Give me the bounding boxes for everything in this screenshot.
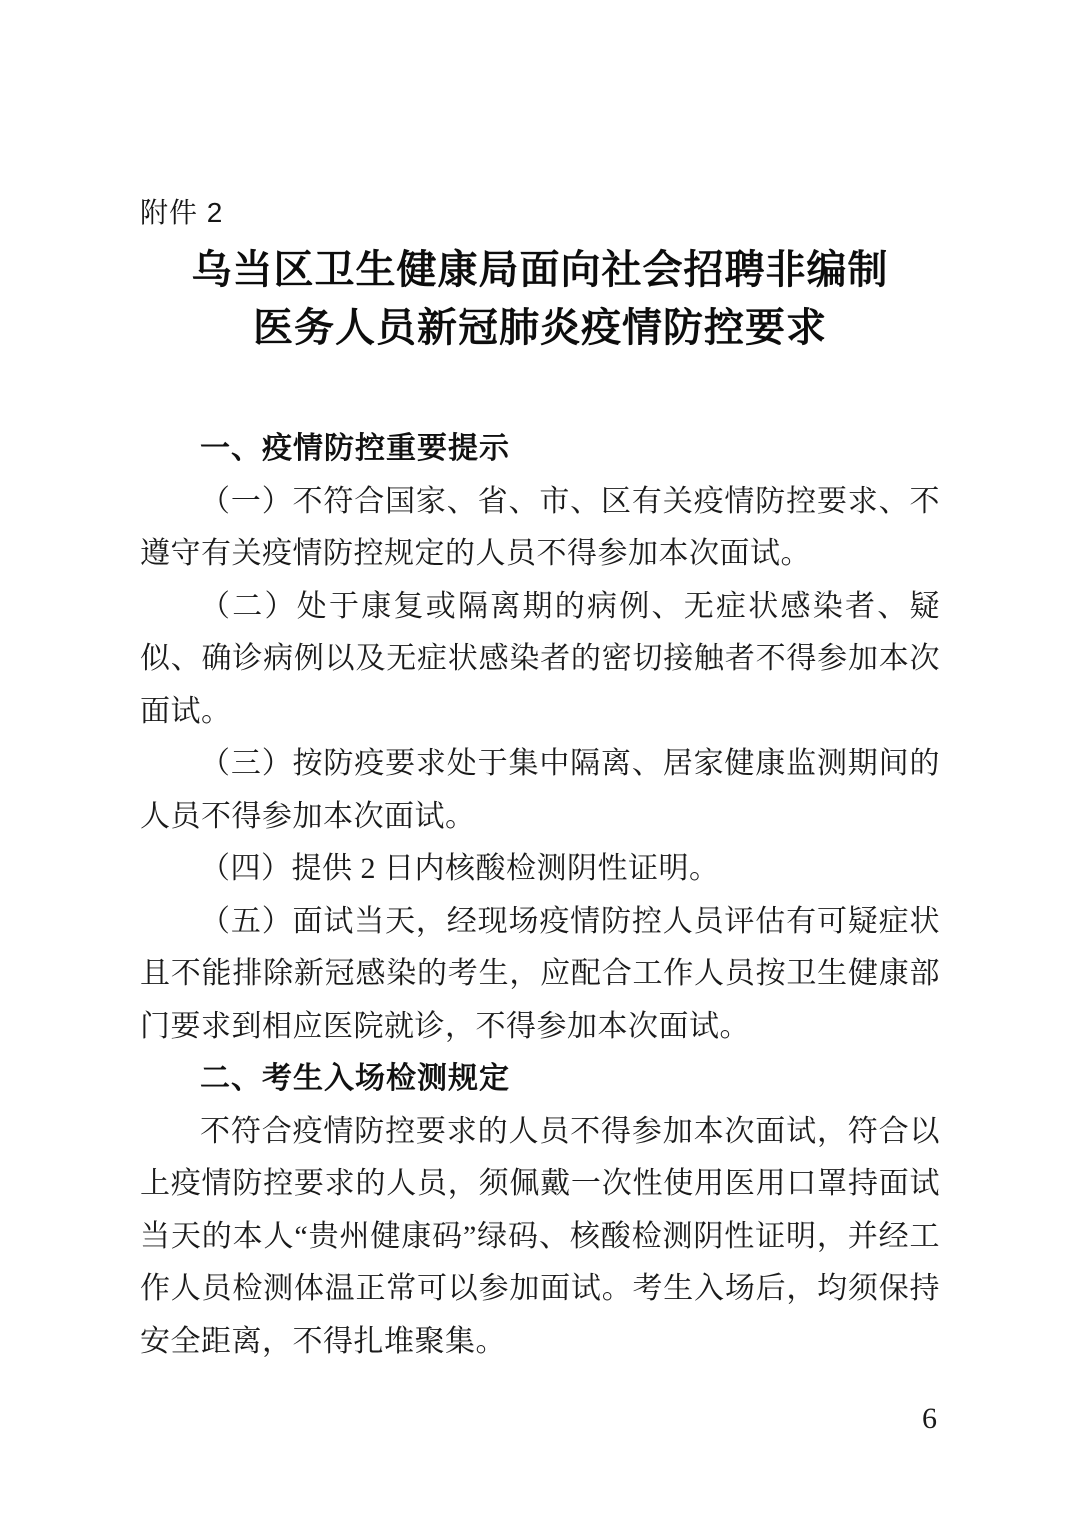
section-heading: 一、疫情防控重要提示: [200, 432, 510, 465]
section-paragraphs: [140, 476, 940, 1054]
section-heading: 二、考生入场检测规定: [200, 1062, 510, 1095]
paragraph: （三）按防疫要求处于集中隔离、居家健康监测期间的人员不得参加本次面试。: [140, 747, 940, 833]
paragraph: （四）提供 2 日内核酸检测阴性证明。: [200, 852, 720, 885]
paragraph: （五）面试当天，经现场疫情防控人员评估有可疑症状且不能排除新冠感染的考生，应配合工作人员按卫生健康部门要求到相应医院就诊，不得参加本次面试。: [140, 904, 940, 1043]
document-title: [140, 241, 940, 357]
page-number: 6: [922, 1402, 937, 1435]
section: [140, 1053, 940, 1368]
document-title-line-2: 医务人员新冠肺炎疫情防控要求: [253, 305, 827, 350]
paragraph: （一）不符合国家、省、市、区有关疫情防控要求、不遵守有关疫情防控规定的人员不得参加本次面试。: [140, 484, 940, 570]
paragraph: （二）处于康复或隔离期的病例、无症状感染者、疑似、确诊病例以及无症状感染者的密切接触者不得参加本次面试。: [140, 589, 940, 728]
paragraph: 不符合疫情防控要求的人员不得参加本次面试，符合以上疫情防控要求的人员，须佩戴一次性使用医用口罩持面试当天的本人“贵州健康码”绿码、核酸检测阴性证明，并经工作人员检测体温正常可以参加面试。考生入场后，均须保持安全距离，不得扎堆聚集。: [140, 1114, 940, 1358]
attachment-label: 附件 2: [140, 197, 224, 228]
document-content: [140, 193, 940, 1368]
section-paragraphs: [140, 1106, 940, 1369]
sections: [140, 423, 940, 1368]
section: [140, 423, 940, 1053]
document-title-line-1: 乌当区卫生健康局面向社会招聘非编制: [191, 247, 889, 292]
